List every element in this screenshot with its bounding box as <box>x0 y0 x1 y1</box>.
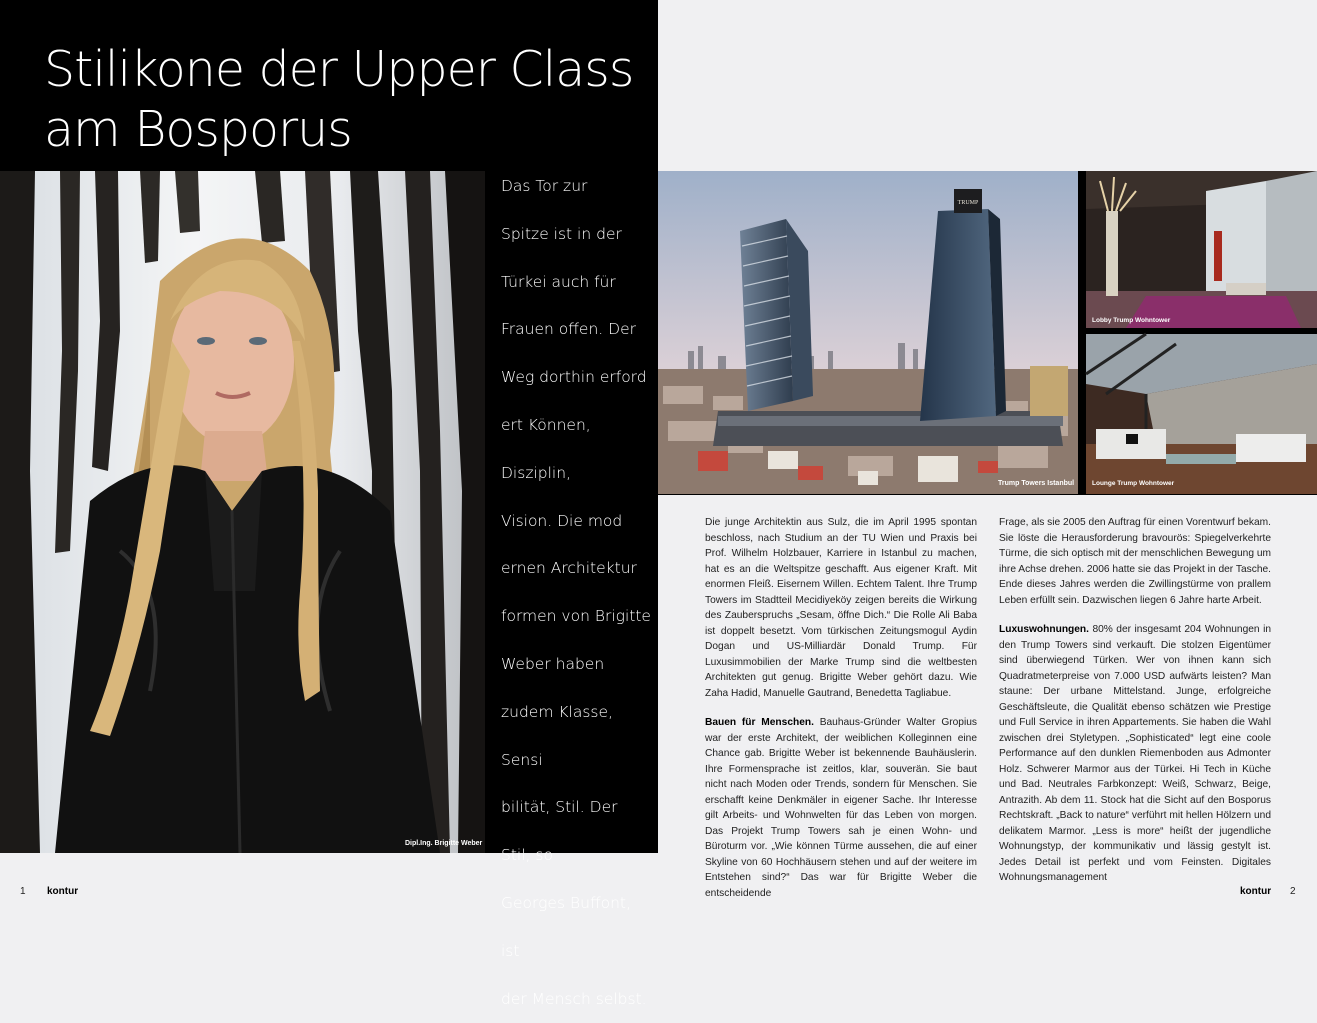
lobby-caption: Lobby Trump Wohntower <box>1092 317 1171 324</box>
right-page <box>658 0 1317 900</box>
page-number-right: 2 <box>1290 886 1296 897</box>
pullquote-line: Weg dorthin erford <box>501 368 647 387</box>
tower-sign-text: TRUMP <box>957 200 979 206</box>
subheading: Bauen für Menschen. <box>705 717 814 728</box>
headline-line-1: Stilikone der Upper Class <box>44 41 634 98</box>
pullquote-line: zudem Klasse, Sensi <box>501 702 613 769</box>
brand-right: kontur <box>1240 886 1272 897</box>
body-column-1 <box>705 515 977 915</box>
towers-caption: Trump Towers Istanbul <box>998 480 1075 487</box>
body-text: Bauhaus-Gründer Walter Gropius war der erste Architekt, der weiblichen Kolleginnen eine Chance gab. Brigitte Weber ist bekennende Bauhäuslerin. Ihre Formensprache ist zeitlos, klar, souverän. Sie baut nicht nach Moden oder Trends, sondern für Menschen. Sie erschafft keine Denkmäler in eigener Sache. Ihr Interesse gilt Arbeits- und Wohnwelten für das Leben von morgen. Das Projekt Trump Towers sah je einen Wohn- und Büroturm vor. „Wie können Türme aussehen, die auf einer Skyline von 60 Hochhäusern stehen und auf der weitere im Entstehen sind?“ Das war für Brigitte Weber die entscheidende <box>705 717 977 899</box>
pullquote-line: Das Tor zur <box>501 177 588 195</box>
pullquote-line: Vision. Die mod <box>501 511 623 530</box>
lounge-illustration <box>1086 334 1317 494</box>
headline-line-2: am Bosporus <box>44 101 352 158</box>
towers-illustration <box>658 171 1078 494</box>
pullquote-line: Spitze ist in der <box>501 224 622 243</box>
body-paragraph <box>999 622 1271 886</box>
lobby-photo <box>1086 171 1317 328</box>
pullquote-line: der Mensch selbst. <box>501 989 647 1008</box>
brand-left: kontur <box>47 886 79 897</box>
body-text: 80% der insgesamt 204 Wohnungen in den Trump Towers sind verkauft. Die stolzen Eigentümer sind überwiegend Türken. Wer von ihnen kann sich Quadratmeterpreise von 7.000 USD aufwärts leisten? Man staune: Der urbane Mittelstand. Junge, erfolgreiche Geschäftsleute, die Qualität ebenso schätzen wie Prestige und Full Service in ihren Appartements. Sie haben die Wahl zwischen drei Styletypen. „Sophisticated“ legt eine coole Performance auf den dunklen Riemenboden aus Admonter Holz. Schwerer Marmor aus der Türkei. Hi Tech in Küche und Bad. Neutrales Farbkonzept: Weiß, Schwarz, Beige, Antrazith. Ab dem 11. Stock hat die Sicht auf den Bosporus Rechtskraft. „Back to nature“ verführt mit hellen Hölzern und delikatem Marmor. „Less is more“ heißt der jugendliche Wohnungstyp, der kommunikativ und lässig gestylt ist. Jedes Detail ist perfekt und vom Feinsten. Digitales Wohnungsmanagement <box>999 624 1271 883</box>
towers-photo <box>658 171 1078 494</box>
pullquote <box>501 163 651 1023</box>
body-column-2 <box>999 515 1271 900</box>
page-number-left: 1 <box>20 886 26 897</box>
pullquote-line: Türkei auch für <box>501 272 616 291</box>
pullquote-line: bilität, Stil. Der Stil, so <box>501 798 618 865</box>
body-paragraph <box>705 715 977 901</box>
portrait-photo <box>0 171 485 853</box>
portrait-caption: Dipl.Ing. Brigitte Weber <box>405 840 483 847</box>
pullquote-line: formen von Brigitte <box>501 607 651 626</box>
headline <box>44 40 644 160</box>
subheading: Luxuswohnungen. <box>999 624 1089 635</box>
body-paragraph: Die junge Architektin aus Sulz, die im April 1995 spontan beschloss, nach Studium an der TU Wien und Praxis bei Prof. Wilhelm Holzbauer, Karriere in Istanbul zu machen, hat es an die Weltspitze geschafft. Aus eigener Kraft. Mit enormen Fleiß. Eisernem Willen. Echtem Talent. Ihre Trump Towers im Stadtteil Mecidiyeköy zeigen bereits die Wirkung des Zauberspruchs „Sesam, öffne Dich.“ Die Rolle Ali Baba ist doppelt besetzt. Vom türkischen Zeitungsmogul Aydin Dogan und US-Milliardär Donald Trump. Für Luxusimmobilien der Marke Trump sind die weltbesten Architekten gut genug. Brigitte Weber gehört dazu. Wie Zaha Hadid, Manuelle Gautrand, Benedetta Tagliabue. <box>705 517 977 699</box>
lounge-photo <box>1086 334 1317 494</box>
pullquote-line: ert Können, Disziplin, <box>501 415 591 482</box>
lounge-caption: Lounge Trump Wohntower <box>1092 480 1175 487</box>
pullquote-line: Frauen offen. Der <box>501 320 636 339</box>
pullquote-line: ernen Architektur <box>501 559 637 578</box>
portrait-illustration <box>0 171 485 853</box>
body-paragraph: Frage, als sie 2005 den Auftrag für einen Vorentwurf bekam. Sie löste die Herausforderung bravourös: Spiegelverkehrte Türme, die sich optisch mit der menschlichen Bewegung um ihre Achse drehen. 2006 hatte sie das Projekt in der Tasche. Ende dieses Jahres werden die Zwillingstürme von prallem Leben erfüllt sein. Dazwischen liegen 6 Jahre harte Arbeit. <box>999 517 1271 606</box>
lobby-illustration <box>1086 171 1317 328</box>
pullquote-line: Weber haben <box>501 654 605 673</box>
pullquote-line: Georges Buffont, ist <box>501 893 631 960</box>
